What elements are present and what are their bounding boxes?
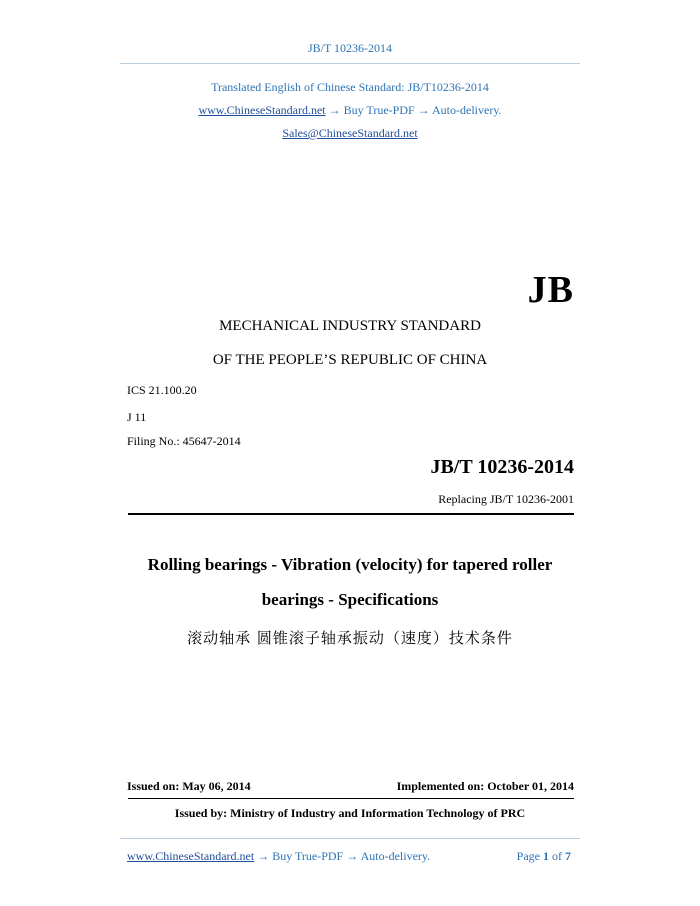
buy-text: Buy True-PDF: [343, 103, 415, 117]
footer-purchase-line: [127, 849, 430, 864]
standard-category-line1: MECHANICAL INDUSTRY STANDARD: [219, 318, 481, 334]
page-indicator: [517, 849, 571, 864]
page-label: Page: [516, 849, 540, 863]
standard-code: JB/T 10236-2014: [430, 456, 574, 478]
replacing-note: Replacing JB/T 10236-2001: [438, 492, 574, 506]
website-link[interactable]: www.ChineseStandard.net: [198, 103, 326, 117]
arrow-icon: →: [346, 849, 359, 863]
implemented-on-date: Implemented on: October 01, 2014: [396, 779, 574, 793]
header-divider: [120, 63, 580, 64]
delivery-text: Auto-delivery.: [432, 103, 502, 117]
document-title-line2: bearings - Specifications: [261, 590, 439, 609]
page-total: 7: [565, 849, 571, 863]
issued-on-date: Issued on: May 06, 2014: [127, 779, 251, 793]
document-title-line1: Rolling bearings - Vibration (velocity) for tapered roller: [147, 555, 553, 574]
title-divider: [128, 513, 574, 515]
arrow-icon: →: [328, 103, 341, 117]
email-line: [0, 126, 700, 141]
page-current: 1: [543, 849, 549, 863]
purchase-line: [0, 103, 700, 118]
footer-delivery-text: Auto-delivery.: [360, 849, 431, 863]
issuing-authority: Issued by: Ministry of Industry and Information Technology of PRC: [174, 806, 526, 820]
header-title: JB/T 10236-2014: [307, 41, 393, 55]
translated-notice: Translated English of Chinese Standard: JB/T10236-2014: [211, 80, 489, 94]
footer-buy-text: Buy True-PDF: [272, 849, 344, 863]
page-of: of: [552, 849, 562, 863]
jb-logo: JB: [527, 269, 574, 311]
arrow-icon: →: [257, 849, 270, 863]
standard-category-line2: OF THE PEOPLE’S REPUBLIC OF CHINA: [212, 352, 488, 368]
ccs-code: J 11: [127, 410, 147, 424]
sales-email-link[interactable]: Sales@ChineseStandard.net: [282, 126, 418, 140]
filing-number: Filing No.: 45647-2014: [127, 434, 241, 448]
footer-website-link[interactable]: www.ChineseStandard.net: [127, 849, 255, 863]
footer-divider: [120, 838, 580, 839]
ics-code: ICS 21.100.20: [127, 383, 197, 397]
issue-divider: [128, 798, 574, 799]
document-title-chinese: 滚动轴承 圆锥滚子轴承振动（速度）技术条件: [187, 629, 513, 647]
arrow-icon: →: [417, 103, 430, 117]
